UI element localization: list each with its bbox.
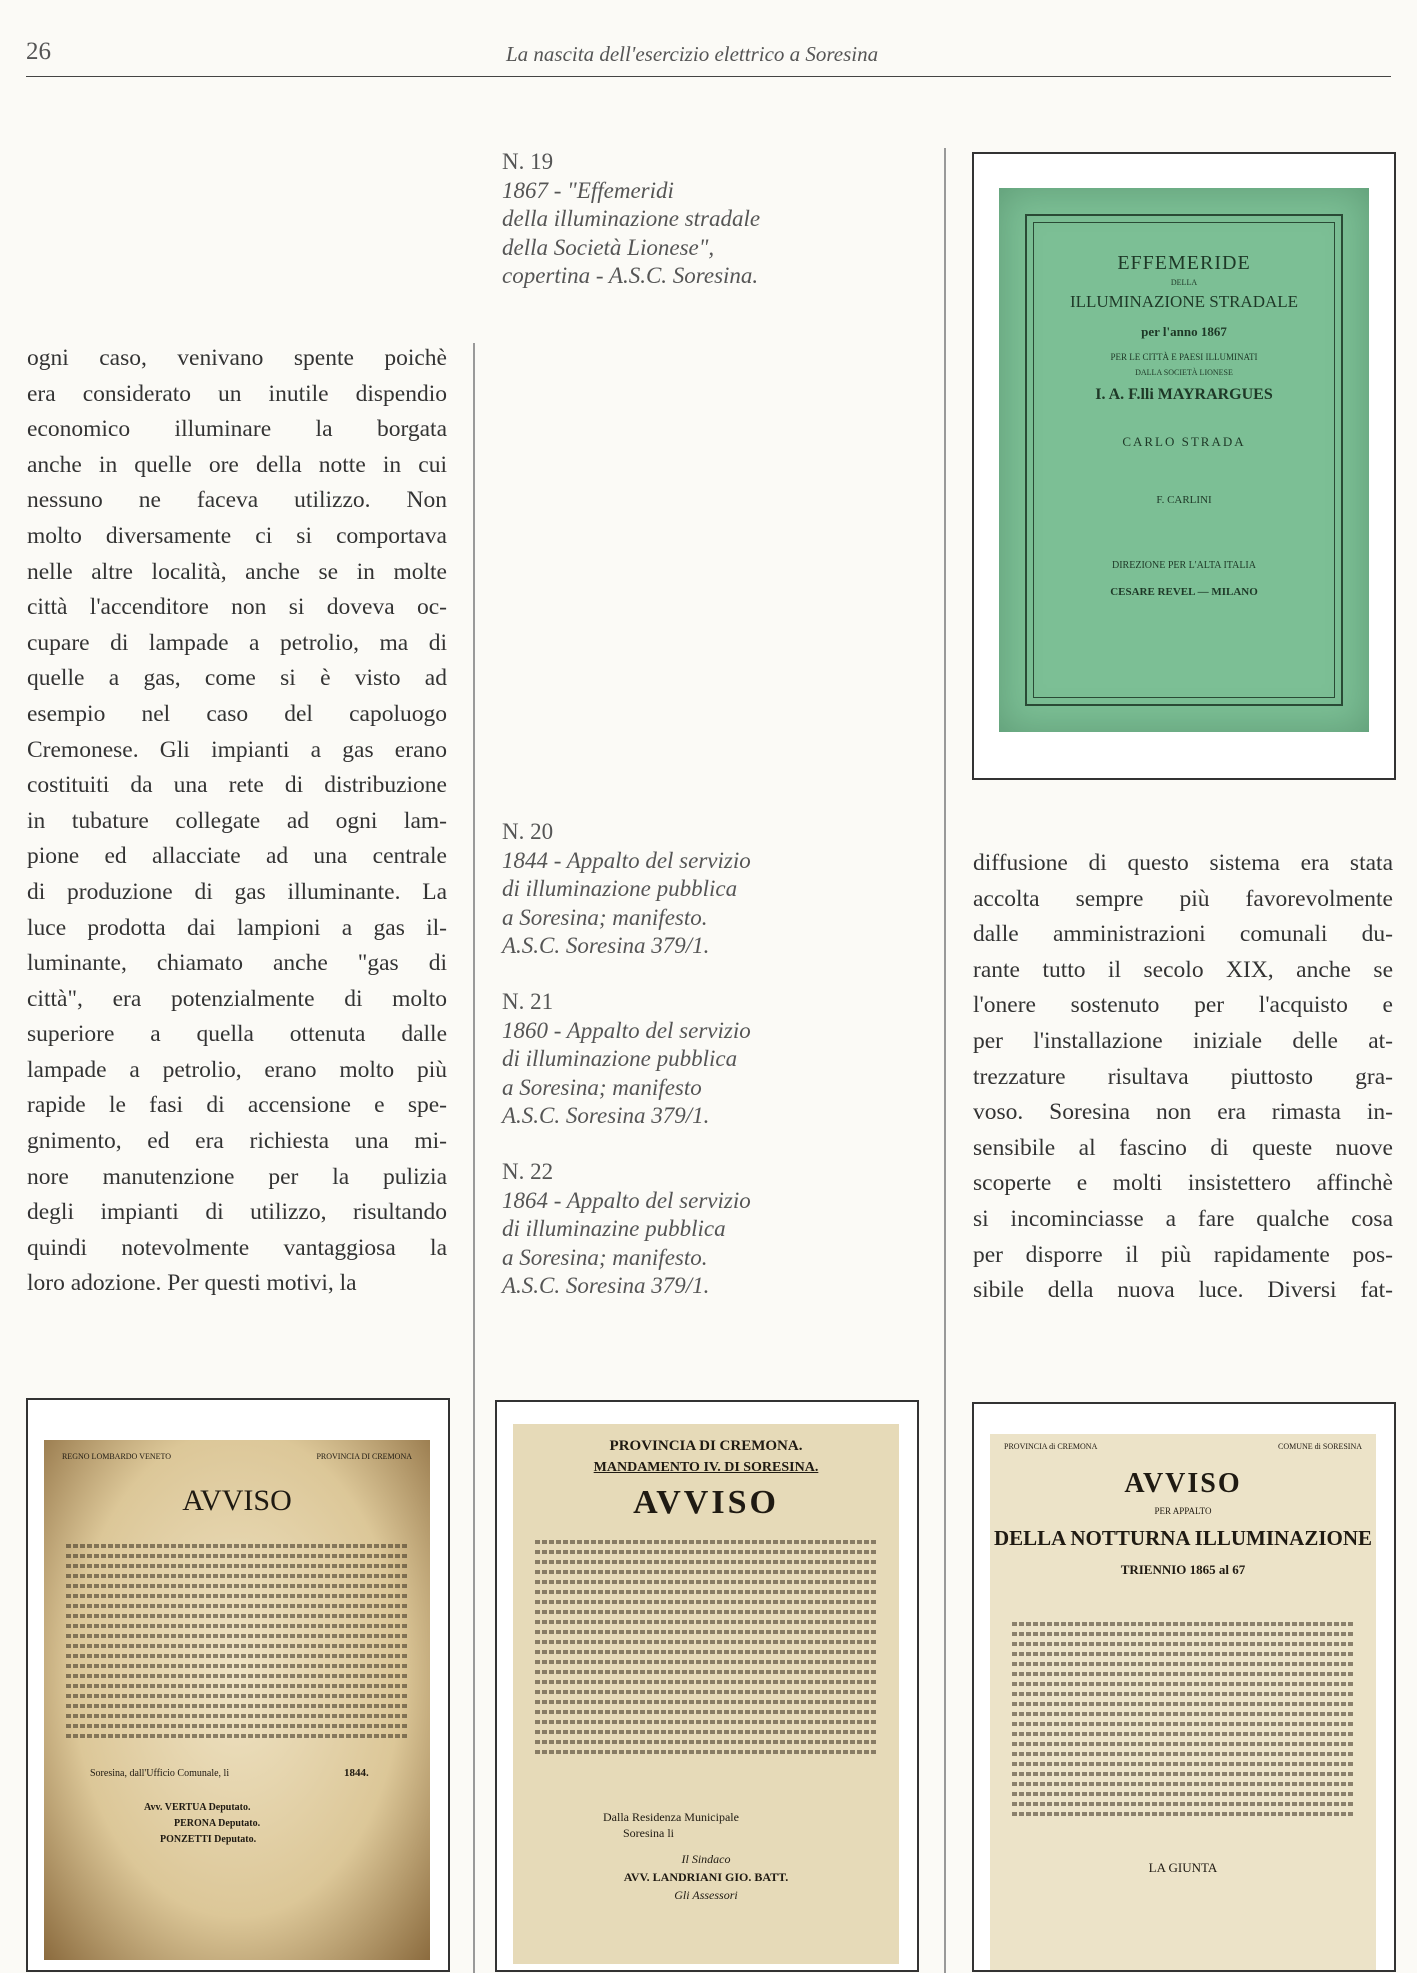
page-header	[26, 30, 1391, 77]
poster-subheading: MANDAMENTO IV. DI SORESINA.	[593, 1460, 819, 1475]
cover-line: I. A. F.lli MAYRARGUES	[1095, 386, 1273, 403]
cover-line: PER LE CITTÀ E PAESI ILLUMINATI	[1110, 352, 1258, 362]
poster-title: AVVISO	[182, 1484, 292, 1517]
poster-body	[66, 1544, 408, 1744]
text-line: lampade a petrolio, erano molto più	[27, 1056, 447, 1083]
text-line: città", era potenzialmente di molto	[27, 985, 447, 1012]
column-rule-left	[473, 343, 475, 1973]
caption-line: della Società Lionese",	[502, 234, 715, 260]
caption-line: della illuminazione stradale	[502, 206, 761, 232]
text-line: nelle altre località, anche se in molte	[27, 558, 447, 585]
text-line: loro adozione. Per questi motivi, la	[27, 1270, 357, 1297]
cover-line: DALLA SOCIETÀ LIONESE	[1135, 368, 1233, 377]
page-number: 26	[26, 38, 51, 65]
caption-line: 1864 - Appalto del servizio	[502, 1187, 751, 1213]
text-line: esempio nel caso del capoluogo	[27, 700, 447, 727]
poster-place: Soresina, dall'Ufficio Comunale, li	[90, 1768, 230, 1779]
caption-line: 1867 - "Effemeridi	[502, 177, 674, 203]
body-text-left	[27, 341, 447, 1302]
caption-n22	[502, 1158, 751, 1301]
poster-signature: PONZETTI Deputato.	[160, 1834, 257, 1845]
poster-heading-left: REGNO LOMBARDO VENETO	[62, 1452, 172, 1461]
figure-frame-n22	[972, 1402, 1396, 1972]
text-line: gnimento, ed era richiesta una mi-	[27, 1128, 447, 1155]
poster-body	[535, 1540, 877, 1760]
text-line: luce prodotta dai lampioni a gas il-	[27, 914, 447, 941]
caption-line: a Soresina; manifesto.	[502, 1244, 708, 1270]
text-line: dalle amministrazioni comunali du-	[973, 921, 1393, 948]
text-line: molto diversamente ci si comportava	[27, 522, 447, 549]
poster-title: AVVISO	[633, 1484, 779, 1521]
text-line: superiore a quella ottenuta dalle	[27, 1021, 447, 1048]
text-line: nessuno ne faceva utilizzo. Non	[27, 487, 447, 514]
cover-line: CESARE REVEL — MILANO	[1110, 586, 1258, 598]
text-line: scoperte e molti insistettero affinchè	[973, 1170, 1393, 1197]
caption-line: a Soresina; manifesto.	[502, 904, 708, 930]
text-line: in tubature collegate ad ogni lam-	[27, 807, 447, 834]
text-line: nore manutenzione per la pulizia	[27, 1163, 447, 1190]
caption-line: A.S.C. Soresina 379/1.	[502, 933, 710, 959]
caption-line: A.S.C. Soresina 379/1.	[502, 1103, 710, 1129]
text-line: economico illuminare la borgata	[27, 416, 447, 443]
body-text-right	[973, 846, 1393, 1309]
poster-signature: Avv. VERTUA Deputato.	[144, 1802, 251, 1813]
poster-1860	[513, 1424, 899, 1964]
poster-heading-large: DELLA NOTTURNA ILLUMINAZIONE	[993, 1526, 1373, 1550]
text-line: trezzature risultava piuttosto gra-	[973, 1063, 1393, 1090]
poster-signature: PERONA Deputato.	[174, 1818, 261, 1829]
text-line: Cremonese. Gli impianti a gas erano	[27, 736, 447, 763]
cover-line: per l'anno 1867	[1141, 324, 1227, 339]
text-line: rapide le fasi di accensione e spe-	[27, 1092, 447, 1119]
caption-line: copertina - A.S.C. Soresina.	[502, 263, 759, 289]
poster-year: 1844.	[344, 1767, 369, 1779]
figure-frame-n19	[972, 152, 1396, 780]
text-line: per disporre il più rapidamente pos-	[973, 1241, 1393, 1268]
figure-frame-n21	[495, 1400, 919, 1972]
caption-n20	[502, 818, 751, 961]
text-line: era considerato un inutile dispendio	[27, 380, 447, 407]
cover-line: ILLUMINAZIONE STRADALE	[1069, 292, 1299, 311]
caption-line: di illuminazione pubblica	[502, 1046, 738, 1072]
caption-line: di illuminazione pubblica	[502, 876, 738, 902]
text-line: si incominciasse a fare qualche cosa	[973, 1205, 1393, 1232]
text-line: città l'accenditore non si doveva oc-	[27, 594, 447, 621]
poster-signature: Gli Assessori	[674, 1888, 738, 1902]
poster-signature: LA GIUNTA	[1148, 1860, 1218, 1875]
caption-n19	[502, 148, 760, 291]
poster-body	[1012, 1622, 1354, 1822]
poster-heading-left: PROVINCIA di CREMONA	[1004, 1442, 1098, 1451]
poster-signature: Il Sindaco	[681, 1852, 731, 1866]
cover-line: DELLA	[1170, 278, 1198, 287]
text-line: costituiti da una rete di distribuzione	[27, 772, 447, 799]
caption-line: A.S.C. Soresina 379/1.	[502, 1273, 710, 1299]
text-line: rante tutto il secolo XIX, anche se	[973, 956, 1393, 983]
text-line: ogni caso, venivano spente poichè	[27, 345, 447, 371]
text-line: accolta sempre più favorevolmente	[973, 885, 1393, 912]
poster-place: Soresina li	[623, 1826, 674, 1840]
caption-number: N. 21	[502, 989, 554, 1014]
text-line: sensibile al fascino di queste nuove	[973, 1134, 1393, 1161]
text-line: quindi notevolmente vantaggiosa la	[27, 1234, 447, 1261]
text-line: per l'installazione iniziale delle at-	[973, 1027, 1393, 1054]
text-line: cupare di lampade a petrolio, ma di	[27, 629, 447, 656]
poster-signature: AVV. LANDRIANI GIO. BATT.	[623, 1870, 789, 1884]
poster-years: TRIENNIO 1865 al 67	[1120, 1562, 1246, 1577]
text-line: quelle a gas, come si è visto ad	[27, 665, 447, 692]
cover-line: CARLO STRADA	[1122, 434, 1246, 449]
poster-heading: PROVINCIA DI CREMONA.	[609, 1438, 803, 1454]
caption-number: N. 20	[502, 819, 554, 844]
text-line: degli impianti di utilizzo, risultando	[27, 1199, 447, 1226]
caption-n21	[502, 988, 751, 1131]
figure-frame-n20	[26, 1398, 450, 1972]
cover-title: EFFEMERIDE	[1117, 252, 1251, 274]
text-line: voso. Soresina non era rimasta in-	[973, 1099, 1393, 1126]
running-title: La nascita dell'esercizio elettrico a Soresina	[506, 42, 879, 66]
poster-heading-right: PROVINCIA DI CREMONA	[316, 1452, 412, 1461]
text-line: luminante, chiamato anche "gas di	[27, 950, 447, 977]
text-line: l'onere sostenuto per l'acquisto e	[973, 992, 1393, 1019]
column-rule-right	[944, 148, 946, 1973]
poster-subtitle: PER APPALTO	[1154, 1506, 1212, 1516]
poster-heading-right: COMUNE di SORESINA	[1277, 1442, 1362, 1451]
text-line: pione ed allacciate ad una centrale	[27, 843, 447, 870]
poster-1864	[990, 1434, 1376, 1970]
text-line: sibile della nuova luce. Diversi fat-	[973, 1277, 1393, 1304]
cover-image	[999, 188, 1369, 732]
cover-line: DIREZIONE PER L'ALTA ITALIA	[1112, 560, 1256, 571]
text-line: di produzione di gas illuminante. La	[27, 878, 447, 905]
poster-1844	[44, 1440, 430, 1960]
caption-line: 1844 - Appalto del servizio	[502, 847, 751, 873]
caption-number: N. 22	[502, 1159, 554, 1184]
text-line: anche in quelle ore della notte in cui	[27, 451, 447, 478]
text-line: diffusione di questo sistema era stata	[973, 850, 1393, 876]
caption-line: 1860 - Appalto del servizio	[502, 1017, 751, 1043]
poster-title: AVVISO	[1124, 1468, 1242, 1499]
caption-line: di illuminazine pubblica	[502, 1216, 726, 1242]
caption-number: N. 19	[502, 149, 554, 174]
cover-line: F. CARLINI	[1156, 494, 1212, 506]
poster-residence: Dalla Residenza Municipale	[603, 1810, 739, 1824]
caption-line: a Soresina; manifesto	[502, 1074, 702, 1100]
